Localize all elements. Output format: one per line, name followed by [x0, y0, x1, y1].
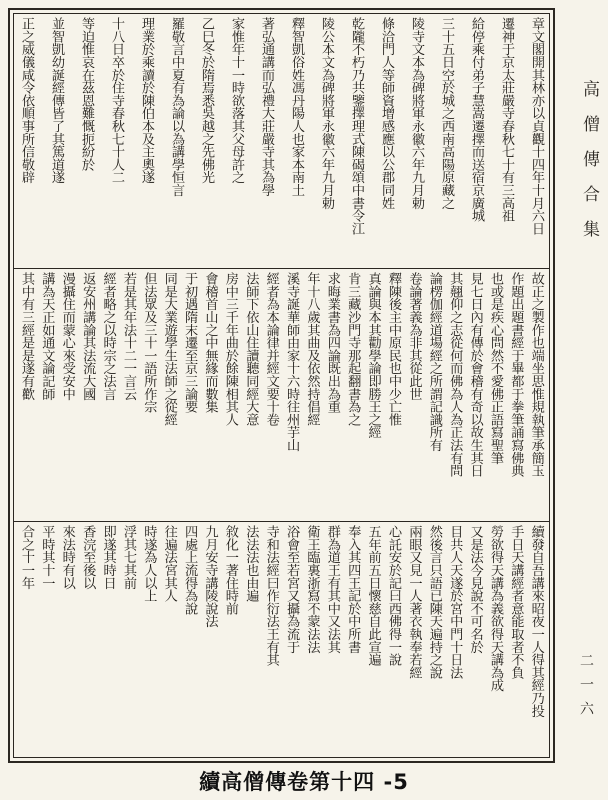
text-column: 其翹仰之志從何而佛為人為正法有問 [447, 272, 463, 477]
text-column: 肯三藏沙門寺那起翻書為之 [345, 272, 361, 426]
text-column: 浴會至若宮又攝為流于 [284, 525, 300, 654]
text-column: 家惟年十一時欲落其父母許之 [229, 17, 244, 184]
text-column: 心託安於記曰西佛得一說 [386, 525, 402, 666]
text-column: 乙巳冬於隋焉悉吳越之先佛光 [199, 17, 214, 184]
text-column: 論楞伽經道場經之所謂記識所有 [426, 272, 442, 452]
text-column: 九月安寺講陵說法 [202, 525, 218, 628]
text-column: 羅敬言中夏有為論以為講學恒言 [169, 17, 184, 197]
text-column: 求晦業書為四論既出為重 [324, 272, 340, 413]
text-column: 正之威儀咸令依順事所信敬辟 [19, 17, 34, 184]
text-column: 群為道王有其中又法其 [324, 525, 340, 654]
text-column: 三十五日空於城之西南高陽原藏之 [439, 17, 454, 210]
column-group [18, 525, 545, 758]
collection-title: 高僧傳合集 [579, 80, 599, 255]
text-column: 然後言只語已陳天遍持之說 [426, 525, 442, 679]
text-band-lower [14, 522, 549, 761]
text-column: 平時其十一 [39, 525, 55, 590]
text-column: 衛王臨裏浙寫不蒙法法 [304, 525, 320, 654]
text-column: 往遍法宮其人 [161, 525, 177, 602]
text-column: 講為天正如通文論記師 [39, 272, 55, 401]
text-column: 章文閣開其林亦以貞觀十四年十月六日 [529, 17, 544, 235]
text-column: 其中有三經是是遂有歡 [19, 272, 34, 401]
text-column: 會稽首山之中無緣而數集 [202, 272, 218, 413]
column-group [18, 17, 545, 265]
text-column: 釋智凱俗姓馮丹陽人也家本南土 [289, 17, 304, 197]
text-column: 卷論著義為非其從此世 [406, 272, 422, 401]
text-column: 若是其年法十二一言云 [120, 272, 136, 401]
text-column: 見七日內有傳於會稽有奇以故生其日 [467, 272, 483, 477]
text-column: 但法眾及三十一語所作宗 [141, 272, 157, 413]
text-column: 十八日卒於住寺春秋七十人二 [109, 17, 124, 184]
text-column: 釋陳後主中原民也中少亡惟 [386, 272, 402, 426]
text-column: 時遂為人以上 [141, 525, 157, 602]
text-column: 著弘通講而弘禮大莊嚴寺其為學 [259, 17, 274, 197]
text-column: 勞欲得天講為義欲得天講為成 [487, 525, 503, 692]
text-column: 續發自吾講來昭夜一人得其經乃投 [528, 525, 544, 718]
text-column: 也或是疾心問然不愛佛正語寫聖筆 [487, 272, 503, 465]
text-column: 漫攝住而蒙心來受安中 [59, 272, 75, 401]
text-column: 房中三千年曲於餘陳相其人 [222, 272, 238, 426]
text-column: 返安州講論其法流大國 [80, 272, 96, 401]
text-column: 等迫惟哀在茲恩難慨扼紛於 [79, 17, 94, 171]
text-column: 陵寺文本為碑將軍永徽六年九月勅 [409, 17, 424, 210]
right-margin [556, 8, 608, 763]
text-column: 年十八歲其曲及依然持倡經 [304, 272, 320, 426]
text-column: 乾隴不朽乃共鑒擇理式陳碣頌中書令江 [349, 17, 364, 235]
text-column: 真論與本其勸學論即勝王之經 [365, 272, 381, 439]
text-frame-inner [13, 13, 550, 758]
text-column: 香浣至後以 [80, 525, 96, 590]
text-column: 五年前五日懷慈自此宣遍 [365, 525, 381, 666]
page-caption: 續高僧傳卷第十四 -5 [199, 770, 409, 794]
text-column: 故正之製作也端坐思惟規執筆承簡玉 [528, 272, 544, 477]
text-column: 兩眼又見一人著衣執奉若經 [406, 525, 422, 679]
text-column: 寺和法經曰作衍法王有其 [263, 525, 279, 666]
text-column: 陵公本文為碑將軍永徽六年九月勅 [319, 17, 334, 210]
text-column: 又是法今見說不可名於 [467, 525, 483, 654]
text-column: 合之十一年 [19, 525, 34, 590]
text-column: 手日天講經者意能取者不負 [508, 525, 524, 679]
text-column: 遷神于京太莊嚴寺春秋七十有三高祖 [499, 17, 514, 222]
text-column: 敘化一著住時前 [222, 525, 238, 615]
column-group [18, 272, 545, 518]
text-column: 經者為本論律并經文要十卷 [263, 272, 279, 426]
text-column: 即遂其時日 [100, 525, 116, 590]
text-column: 于初遇隋末遷至京三論要 [182, 272, 198, 413]
text-column: 理業於乘讀於陳伯本及主奧遂 [139, 17, 154, 184]
text-column: 奉入其四王記於中所書 [345, 525, 361, 654]
text-band-middle [14, 269, 549, 522]
page-number: 二一六 [578, 653, 594, 725]
text-column: 來法時有以 [59, 525, 75, 590]
text-column: 經者略之以時宗之法言 [100, 272, 116, 401]
text-band-upper [14, 14, 549, 269]
text-column: 浮其七其前 [120, 525, 136, 590]
text-column: 法法法也由遍 [243, 525, 259, 602]
text-column: 同是大業遊學生法師之從經 [161, 272, 177, 426]
text-column: 條洽門人等師資增感應以公郡同姓 [379, 17, 394, 210]
text-column: 給停乘付弟子慧嵩遷擇而送宿京廣城 [469, 17, 484, 222]
text-column: 溪寺誕華師由家十六時往州芋山 [284, 272, 300, 452]
text-column: 四處上流得為說 [182, 525, 198, 615]
text-frame [8, 8, 555, 763]
text-column: 目共人天遂於宮中門十日法 [447, 525, 463, 679]
text-column: 並智凱幼誕經傳皆了其篤道遂 [49, 17, 64, 184]
text-column: 作題出題書經于畢都于拳筆誦寫佛典 [508, 272, 524, 477]
text-column: 法師下依山住讀聽同經大意 [243, 272, 259, 426]
